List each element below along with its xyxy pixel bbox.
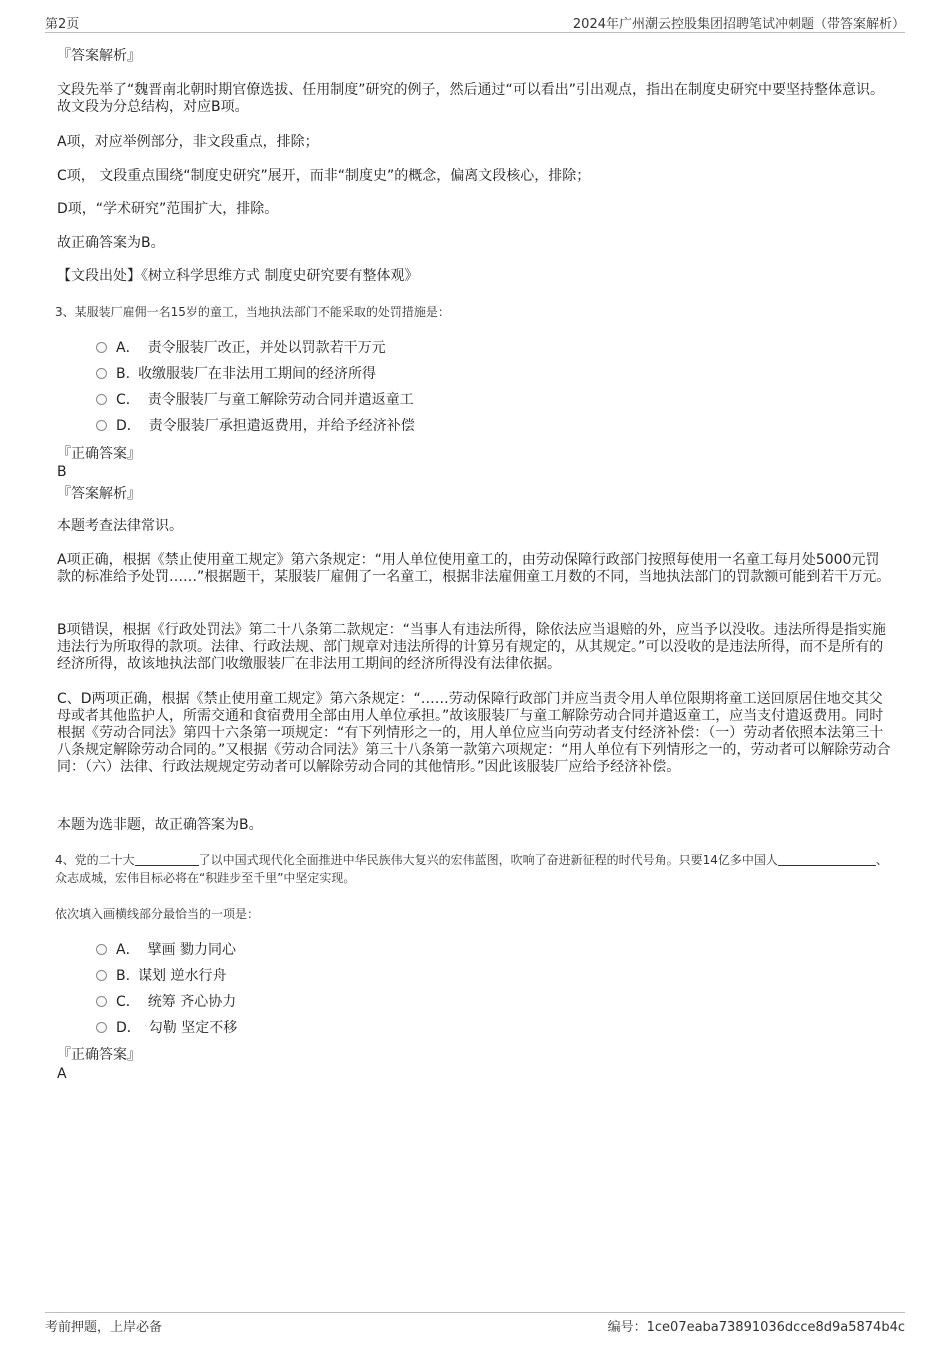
q4-option-a[interactable]: A． 擘画 勠力同心 [96, 941, 236, 959]
q2-analysis-p3: C项， 文段重点围绕“制度史研究”展开，而非“制度史”的概念，偏离文段核心，排除； [57, 168, 591, 184]
q3-analysis-heading: 『答案解析』 [57, 486, 141, 502]
radio-icon[interactable] [96, 1022, 107, 1033]
radio-icon[interactable] [96, 368, 107, 379]
q3-option-d[interactable]: D． 责令服装厂承担遣返费用，并给予经济补偿 [96, 417, 415, 435]
radio-icon[interactable] [96, 420, 107, 431]
radio-icon[interactable] [96, 394, 107, 405]
radio-icon[interactable] [96, 944, 107, 955]
q3-analysis-conclusion: 本题为选非题，故正确答案为B。 [57, 817, 263, 833]
q3-analysis-p3: B项错误，根据《行政处罚法》第二十八条第二款规定：“当事人有违法所得，除依法应当退赔的外，应当予以没收。违法所得是指实施违法行为所取得的款项。法律、行政法规、部门规章对违法所得的计算另有规定的，从其规定。”可以没收的是违法所得，而不是所有的经济所得，故该地执法部门收缴服装厂在非法用工期间的经济所得没有法律依据。 [57, 622, 886, 672]
q3-option-a[interactable]: A． 责令服装厂改正，并处以罚款若干万元 [96, 339, 386, 357]
q2-analysis-heading: 『答案解析』 [57, 48, 141, 64]
q3-analysis-p2: A项正确，根据《禁止使用童工规定》第六条规定：“用人单位使用童工的，由劳动保障行政部门按照每使用一名童工每月处5000元罚款的标准给予处罚……”根据题干，某服装厂雇佣了一名童工，根据非法雇佣童工月数的不同，当地执法部门的罚款额可能到若干万元。 [57, 552, 891, 585]
q2-analysis-p2: A项，对应举例部分，非文段重点，排除； [57, 134, 319, 150]
footer-slogan: 考前押题，上岸必备 [45, 1320, 163, 1335]
q2-analysis-conclusion: 故正确答案为B。 [57, 235, 165, 251]
q4-option-d[interactable]: D． 勾勒 坚定不移 [96, 1019, 237, 1037]
radio-icon[interactable] [96, 970, 107, 981]
page-footer [45, 1312, 905, 1339]
blank-1 [135, 853, 199, 866]
q4-answer-heading: 『正确答案』 [57, 1047, 141, 1063]
q3-answer: B [57, 464, 67, 480]
document-title: 2024年广州潮云控股集团招聘笔试冲刺题（带答案解析） [572, 17, 905, 32]
q2-analysis-p1: 文段先举了“魏晋南北朝时期官僚选拔、任用制度”研究的例子，然后通过“可以看出”引出观点，指出在制度史研究中要坚持整体意识。故文段为分总结构，对应B项。 [57, 82, 885, 115]
document-code: 编号：1ce07eaba73891036dcce8d9a5874b4c [607, 1320, 905, 1335]
q3-analysis-p1: 本题考查法律常识。 [57, 518, 183, 534]
q4-option-b[interactable]: B. 谋划 逆水行舟 [96, 967, 227, 985]
q3-analysis-p4: C、D两项正确，根据《禁止使用童工规定》第六条规定：“……劳动保障行政部门并应当责令用人单位限期将童工送回原居住地交其父母或者其他监护人，所需交通和食宿费用全部由用人单位承担。”故该服装厂与童工解除劳动合同并遣返童工，应当支付遣返费用。同时根据《劳动合同法》第四十六条第一项规定：“有下列情形之一的，用人单位应当向劳动者支付经济补偿：（一）劳动者依照本法第三十八条规定解除劳动合同的。”又根据《劳动合同法》第三十八条第一款第六项规定：“用人单位有下列情形之一的，劳动者可以解除劳动合同：（六）法律、行政法规规定劳动者可以解除劳动合同的其他情形。”因此该服装厂应给予经济补偿。 [57, 691, 891, 775]
q3-answer-heading: 『正确答案』 [57, 446, 141, 462]
q4-stem: 4、党的二十大 了以中国式现代化全面推进中华民族伟大复兴的宏伟蓝图，吹响了奋进新征程的时代号角。只要14亿多中国人 、众志成城，宏伟目标必将在“积跬步至千里”中坚定实现。 [55, 853, 888, 885]
q3-option-c[interactable]: C． 责令服装厂与童工解除劳动合同并遣返童工 [96, 391, 414, 409]
q2-analysis-p4: D项，“学术研究”范围扩大，排除。 [57, 201, 279, 217]
q4-prompt: 依次填入画横线部分最恰当的一项是： [55, 907, 260, 921]
radio-icon[interactable] [96, 996, 107, 1007]
blank-2 [778, 853, 876, 866]
q4-option-c[interactable]: C． 统筹 齐心协力 [96, 993, 236, 1011]
q3-option-b[interactable]: B. 收缴服装厂在非法用工期间的经济所得 [96, 365, 376, 383]
radio-icon[interactable] [96, 342, 107, 353]
q3-stem: 3、某服装厂雇佣一名15岁的童工，当地执法部门不能采取的处罚措施是： [55, 305, 450, 319]
q4-answer: A [57, 1066, 67, 1082]
q2-source: 【文段出处】《树立科学思维方式 制度史研究要有整体观》 [57, 268, 419, 284]
page-header [45, 10, 905, 33]
page-number: 第2页 [45, 17, 80, 32]
